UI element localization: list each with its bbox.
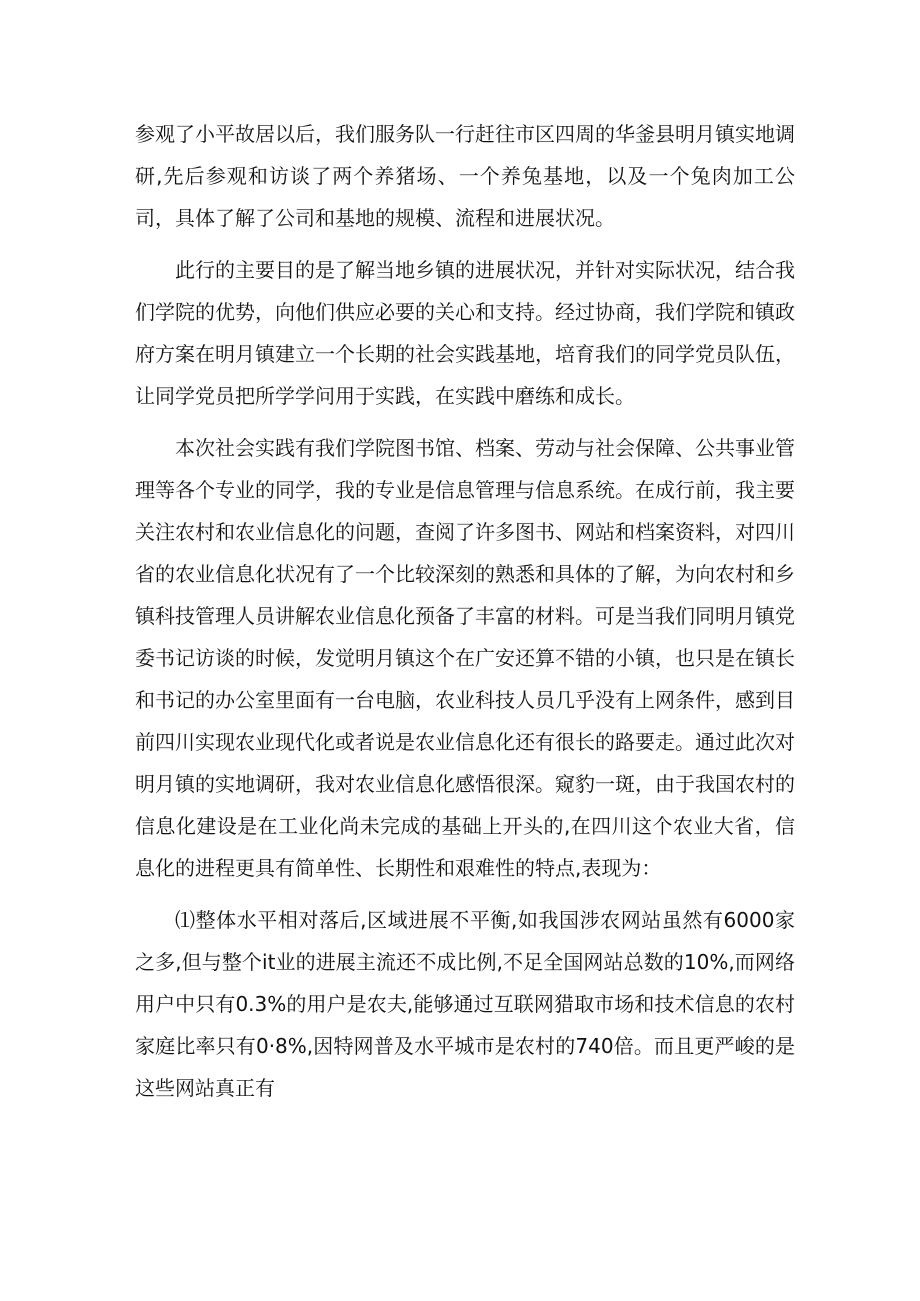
paragraph-4: ⑴整体水平相对落后,区域进展不平衡,如我国涉农网站虽然有6000家之多,但与整个it业的进展主流还不成比例,不足全国网站总数的10%,而网络用户中只有0.3%的用户是农夫,能够通过互联网猎取市场和技术信息的农村家庭比率只有0·8%,因特网普及水平城市是农村的740倍。而且更严峻的是这些网站真正有 bbox=[135, 908, 795, 1100]
paragraph-3: 本次社会实践有我们学院图书馆、档案、劳动与社会保障、公共事业管理等各个专业的同学，我的专业是信息管理与信息系统。在成行前，我主要关注农村和农业信息化的问题，查阅了许多图书、网站和档案资料，对四川省的农业信息化状况有了一个比较深刻的熟悉和具体的了解，为向农村和乡镇科技管理人员讲解农业信息化预备了丰富的材料。可是当我们同明月镇党委书记访谈的时候，发觉明月镇这个在广安还算不错的小镇，也只是在镇长和书记的办公室里面有一台电脑，农业科技人员几乎没有上网条件，感到目前四川实现农业现代化或者说是农业信息化还有很长的路要走。通过此次对明月镇的实地调研，我对农业信息化感悟很深。窥豹一斑，由于我国农村的信息化建设是在工业化尚未完成的基础上开头的,在四川这个农业大省，信息化的进程更具有简单性、长期性和艰难性的特点,表现为： bbox=[135, 436, 795, 880]
document-body bbox=[135, 113, 795, 1109]
paragraph-2: 此行的主要目的是了解当地乡镇的进展状况，并针对实际状况，结合我们学院的优势，向他们供应必要的关心和支持。经过协商，我们学院和镇政府方案在明月镇建立一个长期的社会实践基地，培育我们的同学党员队伍，让同学党员把所学学问用于实践，在实践中磨练和成长。 bbox=[135, 258, 795, 408]
paragraph-1: 参观了小平故居以后，我们服务队一行赶往市区四周的华釜县明月镇实地调研,先后参观和访谈了两个养猪场、一个养兔基地，以及一个兔肉加工公司，具体了解了公司和基地的规模、流程和进展状况。 bbox=[135, 122, 795, 230]
